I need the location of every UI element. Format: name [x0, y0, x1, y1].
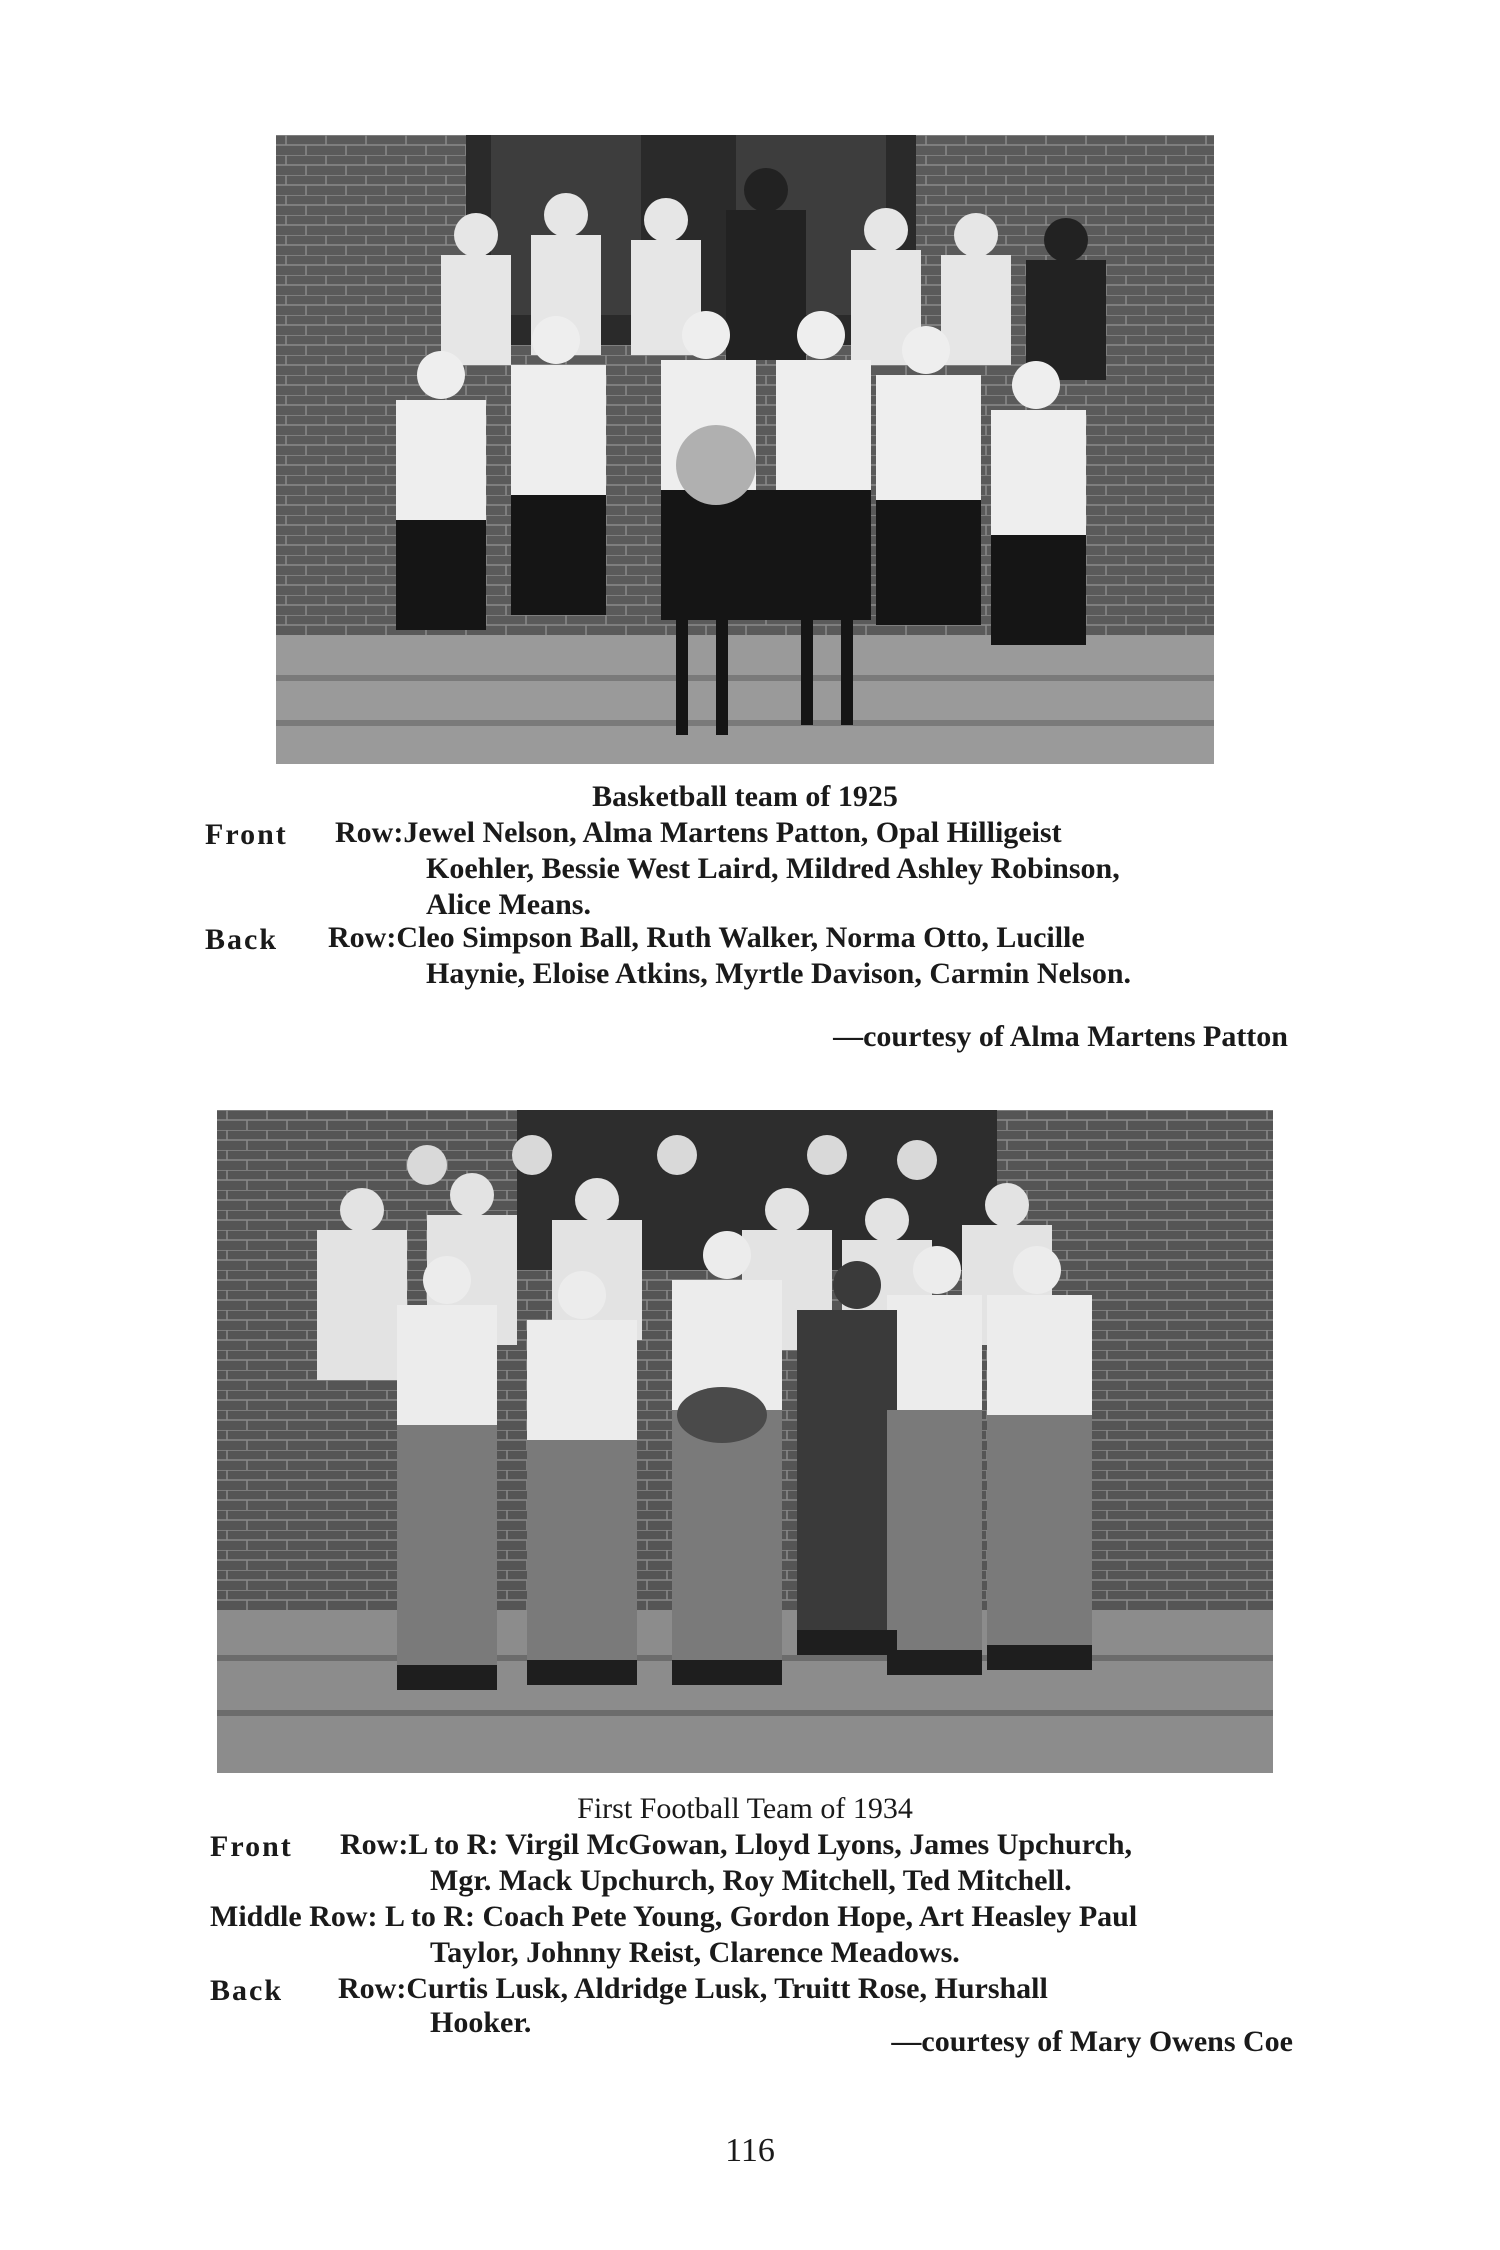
basketball-team-photo — [276, 135, 1214, 764]
basketball-caption-title: Basketball team of 1925 — [592, 780, 898, 813]
basketball-credit: —courtesy of Alma Martens Patton — [833, 1020, 1288, 1053]
football-middle-row-2: Taylor, Johnny Reist, Clarence Meadows. — [430, 1936, 960, 1969]
football-photo-image — [217, 1110, 1273, 1773]
football-back-row: Row:Curtis Lusk, Aldridge Lusk, Truitt Rose, Hurshall — [338, 1972, 1048, 2005]
football-team-photo — [217, 1110, 1273, 1773]
page-number: 116 — [725, 2132, 775, 2169]
football-back-row-2: Hooker. — [430, 2006, 532, 2039]
football-credit: —courtesy of Mary Owens Coe — [891, 2025, 1293, 2058]
football-front-label: Front — [210, 1830, 293, 1863]
football-middle-row: Middle Row: L to R: Coach Pete Young, Gordon Hope, Art Heasley Paul — [210, 1900, 1138, 1933]
basketball-photo-image — [276, 135, 1214, 764]
basketball-front-label: Front — [205, 818, 288, 851]
basketball-front-row-2: Koehler, Bessie West Laird, Mildred Ashley Robinson, — [426, 852, 1120, 885]
basketball-back-label: Back — [205, 923, 279, 956]
football-back-label: Back — [210, 1974, 284, 2007]
basketball-back-row-2: Haynie, Eloise Atkins, Myrtle Davison, Carmin Nelson. — [426, 957, 1132, 990]
football-front-row: Row:L to R: Virgil McGowan, Lloyd Lyons, James Upchurch, — [340, 1828, 1132, 1861]
basketball-front-row-3: Alice Means. — [426, 888, 591, 921]
basketball-front-row: Row:Jewel Nelson, Alma Martens Patton, Opal Hilligeist — [335, 816, 1062, 849]
football-caption-title: First Football Team of 1934 — [577, 1792, 913, 1825]
football-front-row-2: Mgr. Mack Upchurch, Roy Mitchell, Ted Mitchell. — [430, 1864, 1072, 1897]
basketball-back-row: Row:Cleo Simpson Ball, Ruth Walker, Norma Otto, Lucille — [328, 921, 1085, 954]
